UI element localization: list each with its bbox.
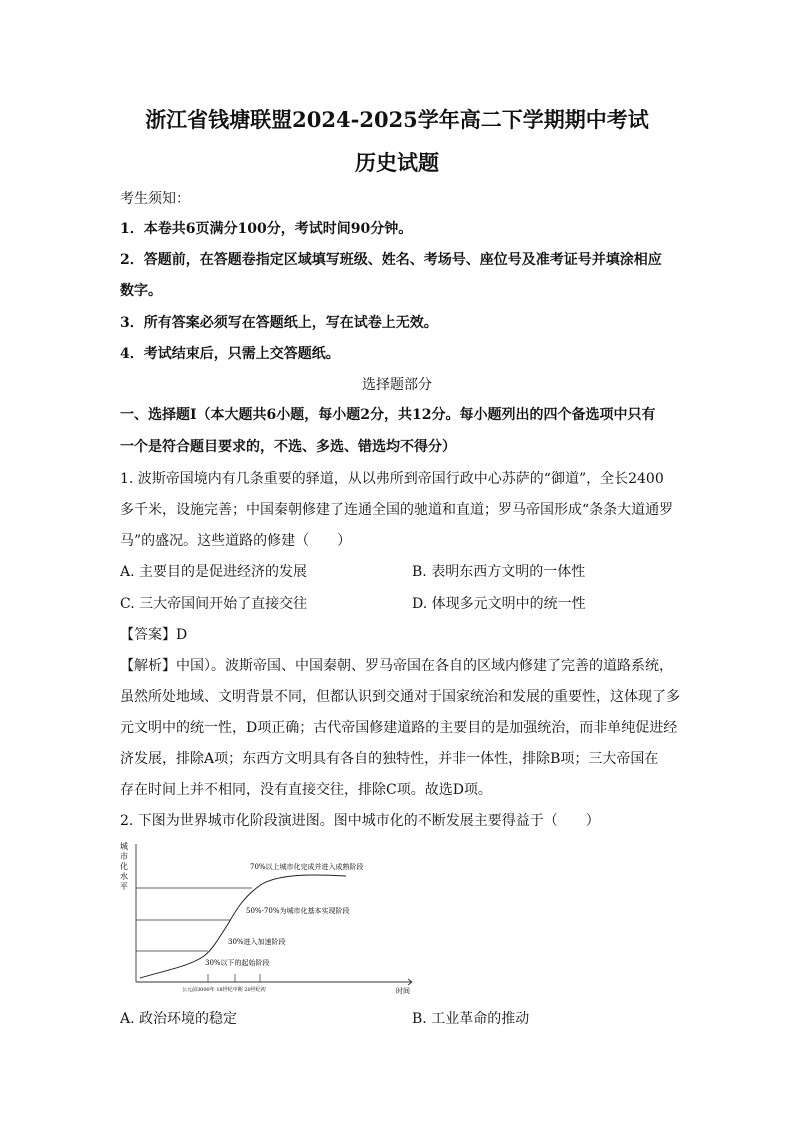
document-title: 浙江省钱塘联盟2024-2025学年高二下学期期中考试 (145, 107, 649, 132)
x-axis-label: 时间 (396, 987, 410, 995)
stage-label: 70%以上城市化完成并进入成熟阶段 (250, 863, 364, 871)
option-a: A. 主要目的是促进经济的发展 (120, 564, 308, 580)
y-axis-label-char: 市 (120, 852, 128, 861)
question-stem: 1. 波斯帝国境内有几条重要的驿道，从以弗所到帝国行政中心苏萨的“御道”，全长2400 (120, 471, 664, 487)
analysis-line: 【解析】中国）。波斯帝国、中国秦朝、罗马帝国在各自的区域内修建了完善的道路系统， (120, 658, 673, 674)
part-instructions: 一个是符合题目要求的，不选、多选、错选均不得分） (120, 439, 456, 455)
option-b: B. 工业革命的推动 (412, 1011, 530, 1027)
analysis-line: 存在时间上并不相同，没有直接交往，排除C项。故选D项。 (120, 782, 492, 798)
notice-item: 3．所有答案必须写在答题纸上，写在试卷上无效。 (120, 315, 438, 331)
analysis-line: 虽然所处地域、文明背景不同，但都认识到交通对于国家统治和发展的重要性，这体现了多 (120, 689, 680, 705)
section-heading: 选择题部分 (362, 377, 432, 393)
document-subtitle: 历史试题 (355, 150, 439, 175)
x-axis-arrow (408, 982, 412, 985)
notice-item: 数字。 (120, 283, 162, 299)
urbanization-stage-diagram (112, 838, 422, 998)
option-a: A. 政治环境的稳定 (120, 1011, 238, 1027)
stage-label: 30%进入加速阶段 (228, 938, 286, 946)
y-axis-label-char: 平 (120, 882, 128, 891)
y-axis-label-char: 城 (120, 842, 128, 851)
notice-item: 1．本卷共6页满分100分，考试时间90分钟。 (120, 221, 413, 237)
part-instructions: 一、选择题Ⅰ（本大题共6小题，每小题2分，共12分。每小题列出的四个备选项中只有 (120, 407, 656, 423)
notice-heading: 考生须知： (120, 191, 190, 207)
x-tick-labels: 公元前3000年 18世纪中期 20世纪初 (182, 987, 266, 993)
x-axis-arrow (408, 979, 412, 982)
y-axis-label-char: 化 (120, 862, 128, 871)
analysis-line: 济发展，排除A项；东西方文明具有各自的独特性，并非一体性，排除B项；三大帝国在 (120, 751, 659, 767)
y-axis-label-char: 水 (120, 872, 128, 881)
notice-item: 2．答题前，在答题卷指定区域填写班级、姓名、考场号、座位号及准考证号并填涂相应 (120, 252, 662, 268)
option-c: C. 三大帝国间开始了直接交往 (120, 596, 308, 612)
question-stem: 2. 下图为世界城市化阶段演进图。图中城市化的不断发展主要得益于（ ） (120, 813, 600, 829)
answer: 【答案】D (120, 627, 188, 643)
question-stem: 多千米，设施完善；中国秦朝修建了连通全国的驰道和直道；罗马帝国形成“条条大道通罗 (120, 502, 674, 518)
stage-label: 30%以下的起始阶段 (205, 959, 270, 967)
question-stem: 马”的盛况。这些道路的修建（ ） (120, 533, 352, 549)
stage-label: 50%-70%为城市化基本实现阶段 (246, 907, 350, 915)
analysis-line: 元文明中的统一性，D项正确；古代帝国修建道路的主要目的是加强统治，而非单纯促进经 (120, 720, 678, 736)
notice-item: 4．考试结束后，只需上交答题纸。 (120, 346, 340, 362)
option-b: B. 表明东西方文明的一体性 (412, 564, 586, 580)
option-d: D. 体现多元文明中的统一性 (412, 596, 586, 612)
